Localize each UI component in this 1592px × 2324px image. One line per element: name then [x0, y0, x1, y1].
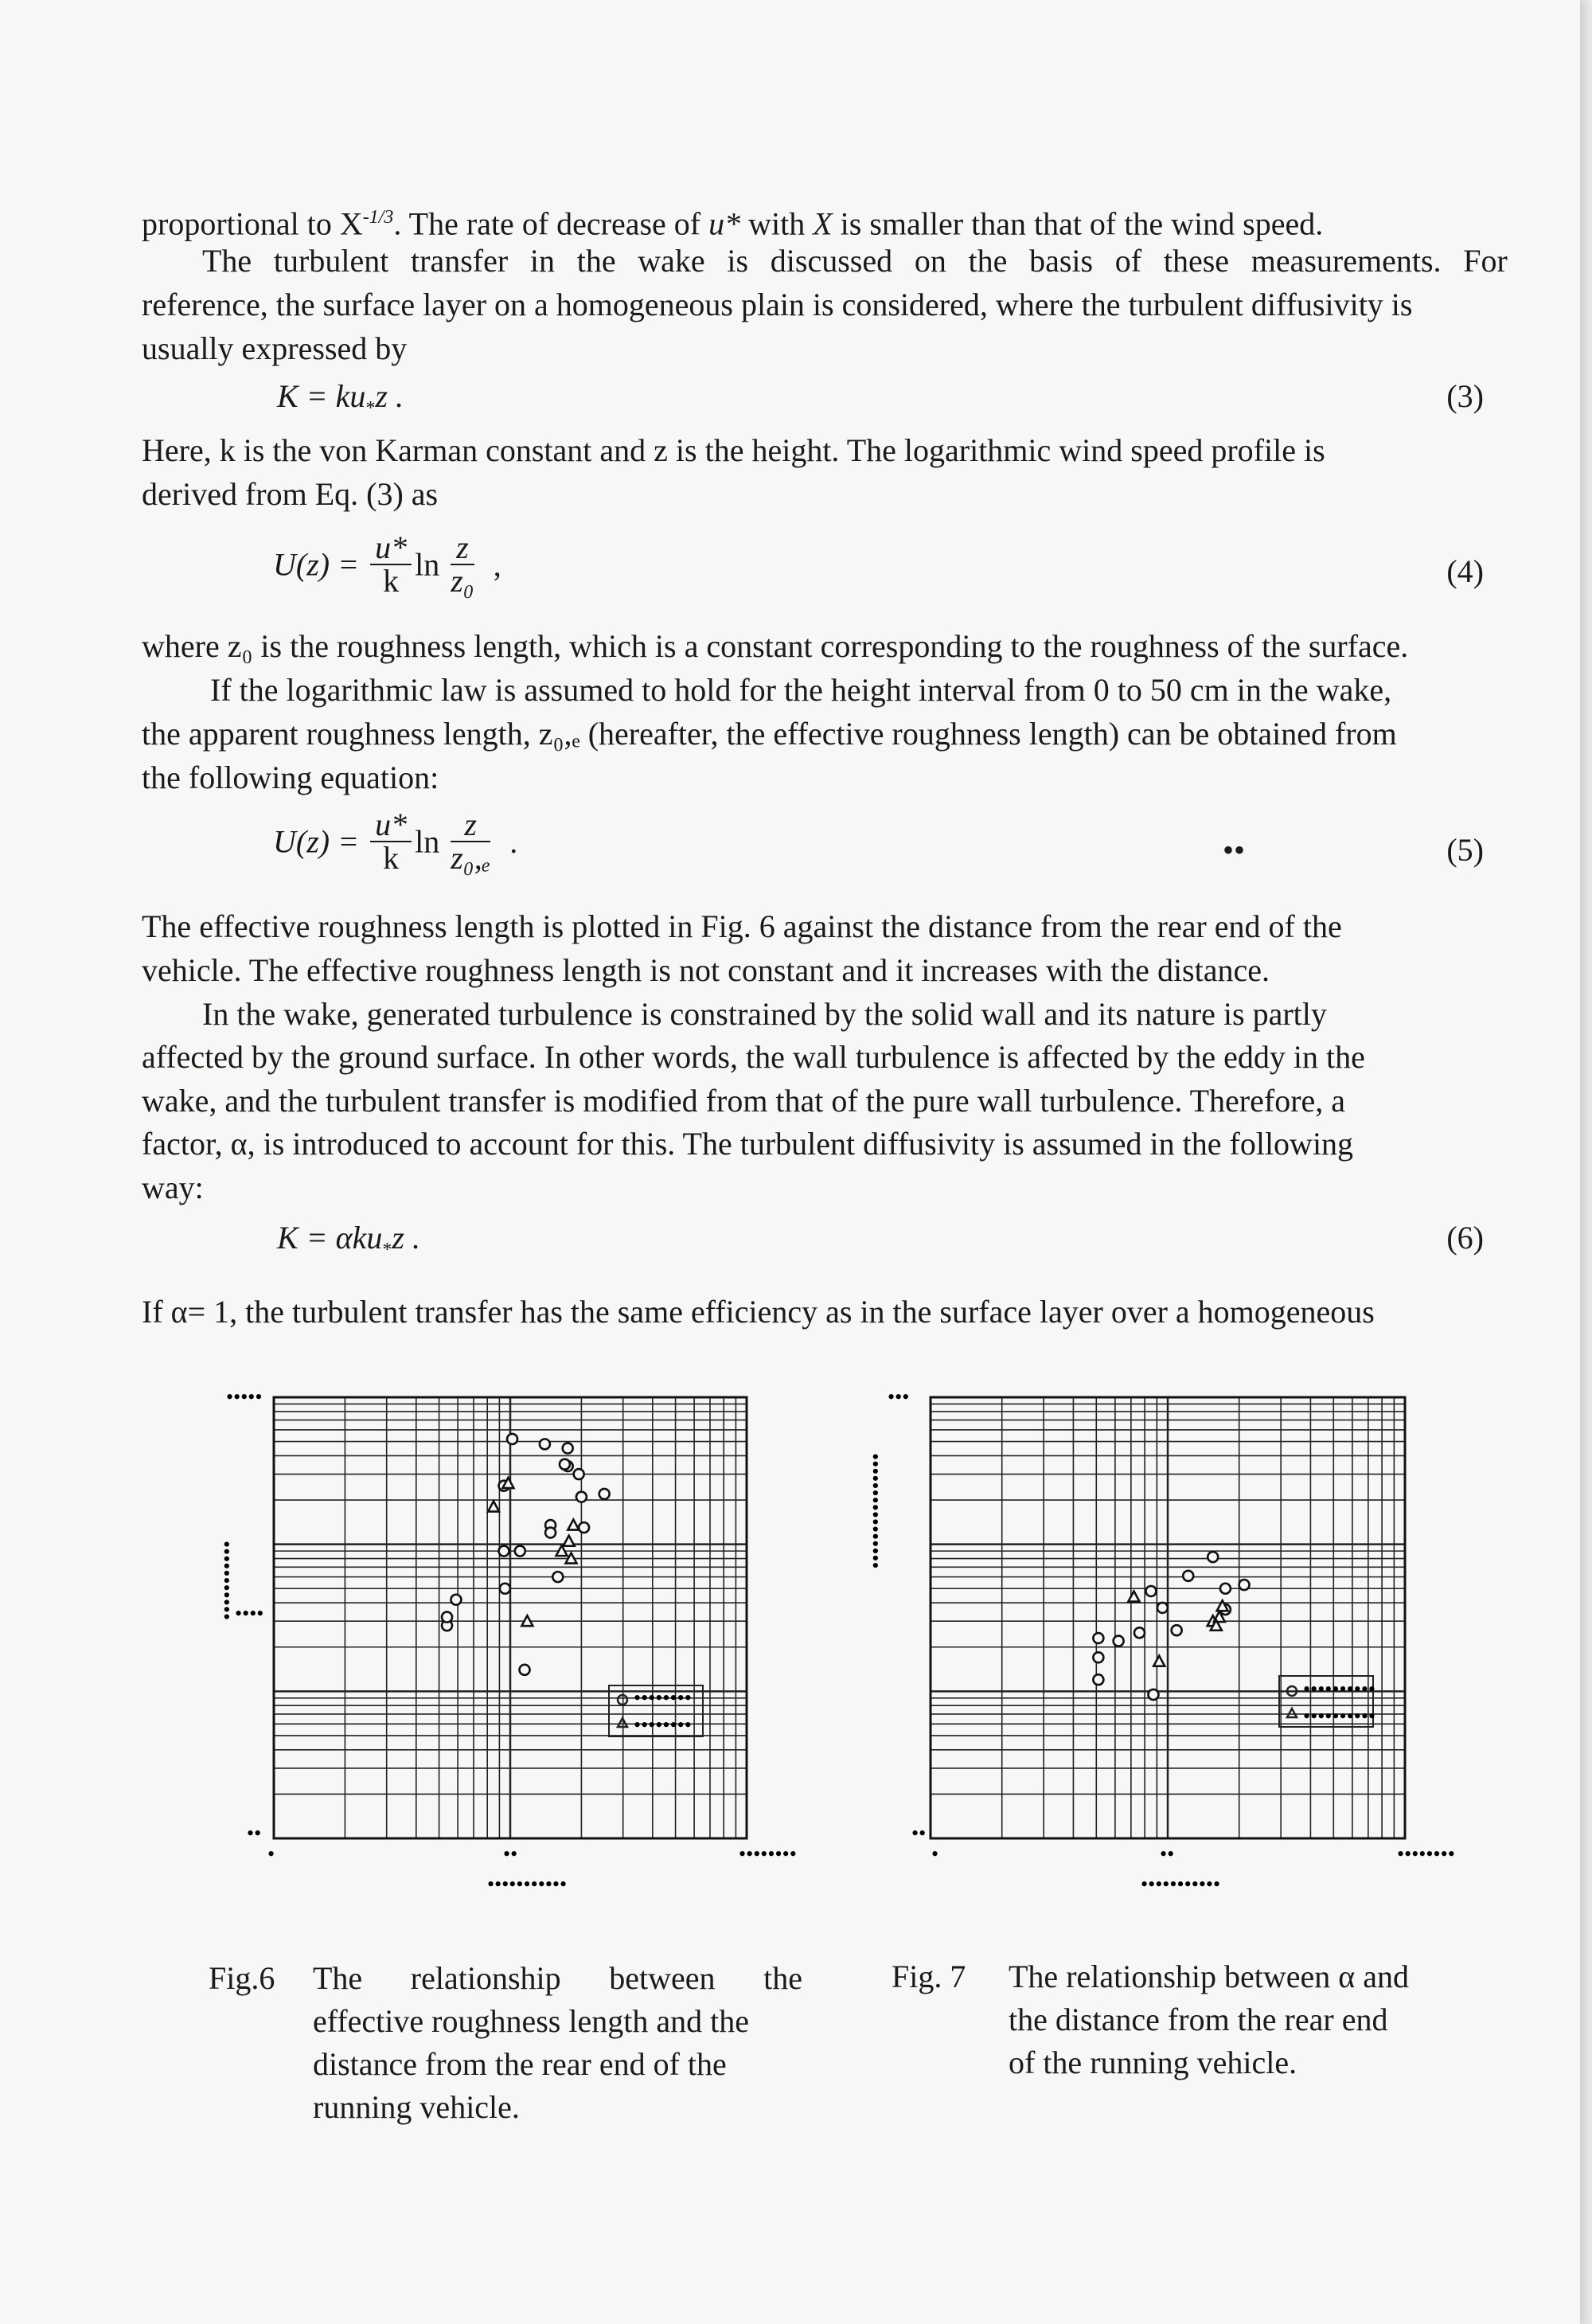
figure-7-chart: [864, 1381, 1524, 1923]
data-point-circle: [1093, 1652, 1103, 1662]
text-line: The effective roughness length is plotted in Fig. 6 against the distance from the rear end of the: [142, 908, 1342, 944]
x-tick-label-1: •: [931, 1842, 939, 1865]
data-point-circle: [500, 1584, 510, 1594]
data-point-triangle: [568, 1520, 579, 1530]
text-run: proportional to X: [142, 205, 363, 242]
text-line: In the wake, generated turbulence is constrained by the solid wall and its nature is partly: [202, 996, 1327, 1032]
text-run: with: [740, 205, 814, 242]
data-point-circle: [599, 1489, 610, 1499]
data-point-circle: [499, 1546, 509, 1556]
equation-number: (6): [1446, 1220, 1484, 1256]
figure-6-caption: [313, 1957, 802, 2129]
data-point-circle: [1145, 1586, 1156, 1596]
figure-6-label: Fig.6: [209, 1960, 275, 1996]
data-point-circle: [1220, 1584, 1231, 1594]
data-point-circle: [540, 1439, 550, 1449]
data-point-circle: [552, 1572, 563, 1582]
figure-7-label: Fig. 7: [892, 1959, 966, 1994]
y-axis-label: •••••••••••: [215, 1541, 238, 1621]
data-point-circle: [1208, 1552, 1218, 1562]
y-tick-label-top: •••••: [226, 1385, 263, 1408]
text-line: the following equation:: [142, 760, 439, 795]
x-tick-label-100: ••••••••: [1397, 1842, 1455, 1865]
text-line: Here, k is the von Karman constant and z is the height. The logarithmic wind speed profile is: [142, 432, 1325, 468]
data-point-triangle: [488, 1502, 499, 1512]
x-tick-label-100: ••••••••: [739, 1842, 797, 1865]
data-point-circle: [579, 1522, 589, 1533]
caption-line: the distance from the rear end: [1009, 2002, 1388, 2037]
equation-4: U(z) = $\frac{u*}{k}$ ln $\frac{z}{\text{z₀}}$ ,: [273, 529, 501, 599]
text-line: The turbulent transfer in the wake is discussed on the basis of these measurements. For: [202, 243, 1508, 279]
data-point-circle: [1183, 1571, 1193, 1581]
text-line: derived from Eq. (3) as: [142, 476, 439, 512]
data-point-triangle: [502, 1478, 513, 1488]
x-axis-label: •••••••••••: [1141, 1873, 1221, 1896]
legend-label-triangle: ••••••••: [634, 1713, 692, 1736]
data-point-circle: [576, 1492, 587, 1502]
y-tick-label-mid: ••••: [235, 1602, 264, 1625]
figure-6-chart: [191, 1381, 860, 1923]
equation-number: (3): [1446, 378, 1484, 414]
legend-label-triangle: ••••••••••: [1303, 1705, 1376, 1728]
text-line: usually expressed by: [142, 330, 408, 366]
x-tick-label-10: ••: [1160, 1842, 1175, 1865]
data-point-circle: [1157, 1603, 1168, 1613]
data-point-circle: [520, 1665, 530, 1675]
data-point-circle: [451, 1595, 461, 1605]
data-point-triangle: [1153, 1656, 1165, 1666]
equation-number: (4): [1446, 553, 1484, 589]
caption-line: effective roughness length and the: [313, 2003, 749, 2039]
equation-5: U(z) = $\frac{u*}{k}$ ln $\frac{z}{\text{z₀,ₑ}}$ .: [273, 807, 518, 876]
figure-7-caption: [1009, 1955, 1409, 2084]
data-point-circle: [1134, 1627, 1145, 1638]
caption-line: The relationship between the: [313, 1960, 802, 1996]
text-line: way:: [142, 1170, 204, 1205]
legend-label-circle: ••••••••: [634, 1686, 692, 1709]
text-run: is smaller than that of the wind speed.: [832, 205, 1324, 242]
text-line: reference, the surface layer on a homogeneous plain is considered, where the turbulent diffusivity is: [142, 287, 1413, 322]
caption-line: distance from the rear end of the: [313, 2046, 727, 2082]
data-point-circle: [515, 1546, 525, 1556]
legend-label-circle: ••••••••••: [1303, 1678, 1376, 1701]
text-run: . The rate of decrease of: [393, 205, 709, 242]
data-point-circle: [1093, 1674, 1103, 1685]
data-point-circle: [574, 1469, 584, 1479]
text-line: If the logarithmic law is assumed to hold for the height interval from 0 to 50 cm in the wake,: [210, 672, 1392, 708]
equation-number: (5): [1446, 832, 1484, 868]
caption-line: of the running vehicle.: [1009, 2045, 1297, 2080]
text-line: wake, and the turbulent transfer is modified from that of the pure wall turbulence. Therefore, a: [142, 1083, 1346, 1119]
data-point-circle: [1148, 1689, 1158, 1700]
data-point-triangle: [1217, 1600, 1228, 1611]
data-point-triangle: [564, 1536, 575, 1546]
data-point-circle: [545, 1528, 556, 1538]
data-point-circle: [1114, 1636, 1124, 1646]
text-line: affected by the ground surface. In other words, the wall turbulence is affected by the eddy in the: [142, 1039, 1365, 1075]
text-line: [142, 196, 1323, 245]
data-point-circle: [507, 1434, 517, 1444]
equation-6: K = αku$_*$z .: [277, 1220, 420, 1260]
x-tick-label-1: •: [267, 1842, 275, 1865]
x-axis-label: •••••••••••: [487, 1873, 568, 1896]
text-line: factor, α, is introduced to account for this. The turbulent diffusivity is assumed in the following: [142, 1126, 1354, 1162]
text-line: vehicle. The effective roughness length is not constant and it increases with the distance.: [142, 952, 1270, 988]
legend-triangle-marker: [1287, 1709, 1297, 1717]
equation-dots: ••: [1223, 832, 1246, 868]
y-tick-label-bottom: ••: [247, 1822, 262, 1845]
y-tick-label-top: •••: [888, 1385, 910, 1408]
text-line: the apparent roughness length, z₀,ₑ (hereafter, the effective roughness length) can be obtained from: [142, 716, 1397, 752]
data-point-circle: [1239, 1580, 1250, 1590]
y-axis-label: ••••••••••••••••: [864, 1453, 887, 1569]
data-point-circle: [442, 1612, 452, 1623]
x-tick-label-10: ••: [503, 1842, 518, 1865]
text-line: If α= 1, the turbulent transfer has the same efficiency as in the surface layer over a homogeneous: [142, 1294, 1375, 1330]
data-point-circle: [1172, 1625, 1182, 1635]
symbol-ustar: u*: [708, 205, 741, 242]
equation-3: $K = ku_*z$ .: [277, 378, 404, 419]
data-point-triangle: [1128, 1592, 1139, 1602]
symbol-x: X: [813, 205, 833, 242]
data-point-circle: [560, 1459, 570, 1470]
text-line: where z₀ is the roughness length, which is a constant corresponding to the roughness of the surface.: [142, 628, 1409, 664]
caption-line: The relationship between α and: [1009, 1959, 1410, 1994]
data-point-triangle: [556, 1545, 568, 1556]
data-point-circle: [563, 1443, 573, 1454]
data-point-triangle: [521, 1615, 533, 1626]
exponent: -1/3: [362, 207, 394, 228]
y-tick-label-bottom: ••: [911, 1822, 927, 1845]
caption-line: running vehicle.: [313, 2089, 520, 2125]
data-point-circle: [1093, 1633, 1103, 1643]
